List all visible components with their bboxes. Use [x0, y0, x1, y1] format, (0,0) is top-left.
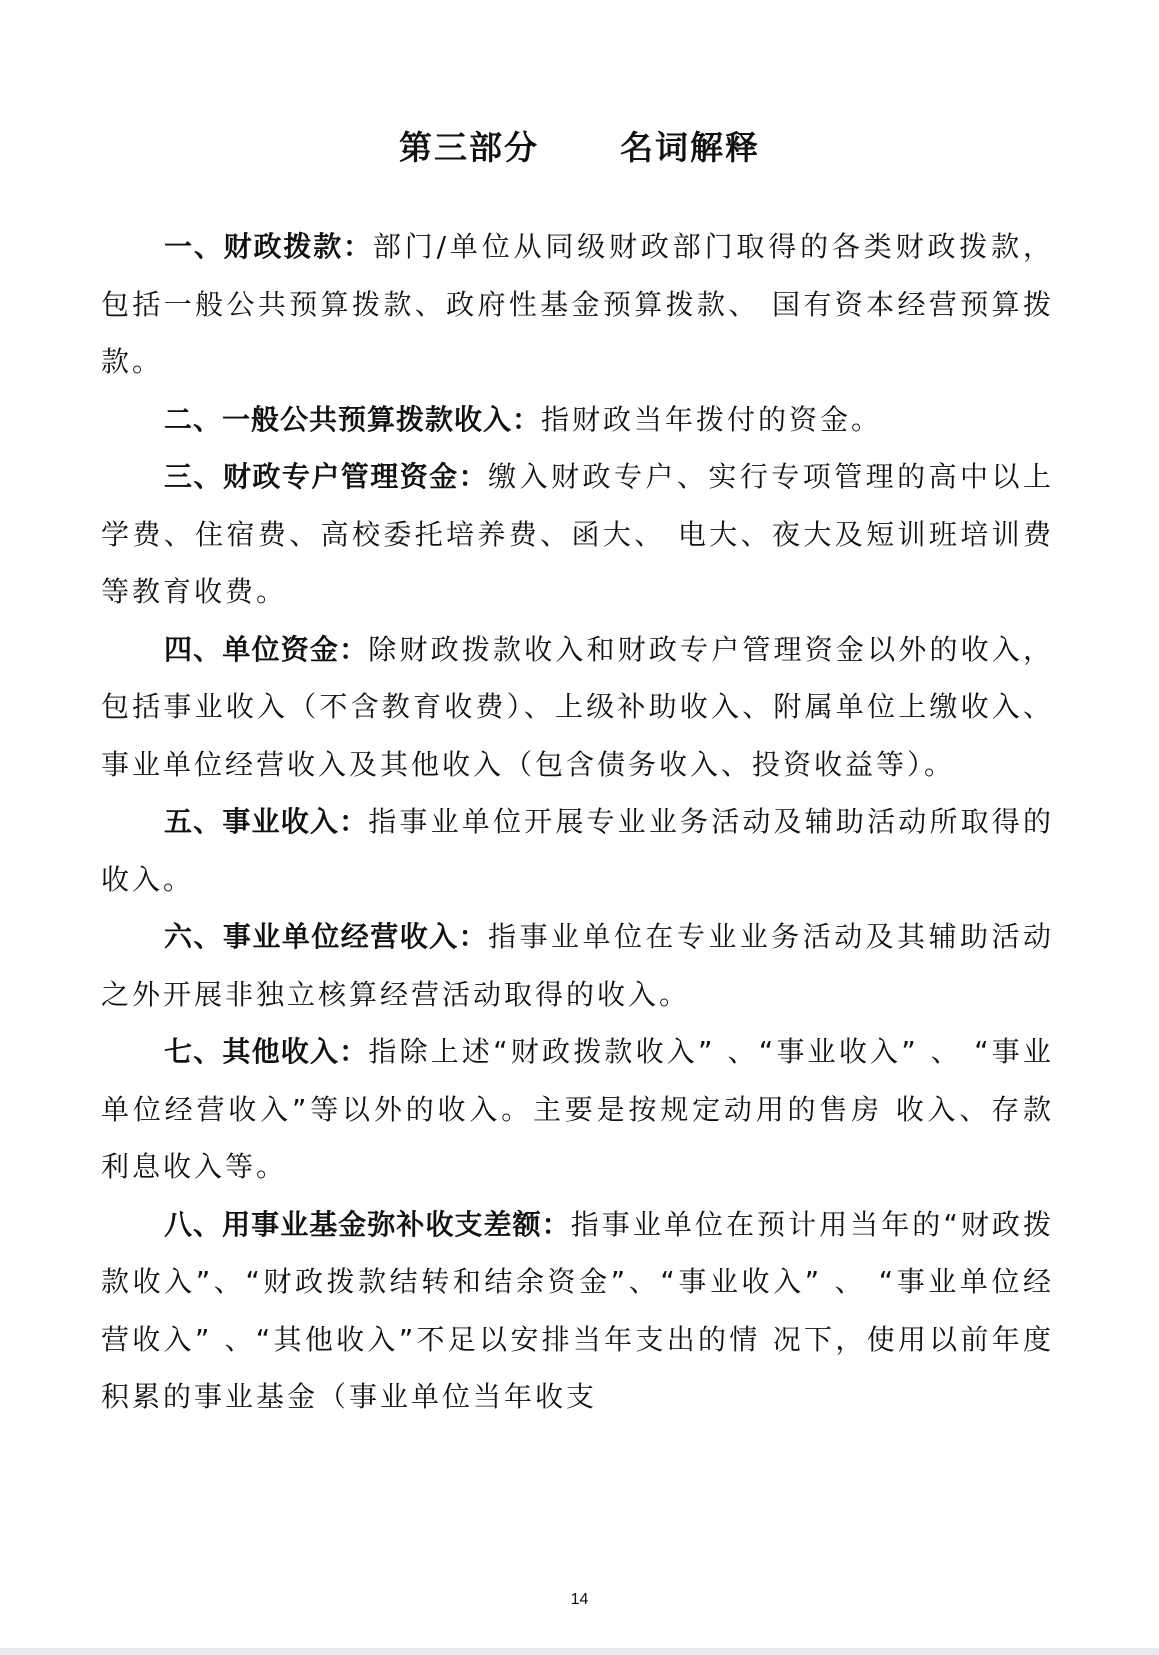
term-definition: 指除上述“财政拨款收入” 、“事业收入” 、 “事业单位经营收入”等以外的收入。主要是按规定动用的售房 收入、存款利息收入等。 — [101, 1035, 1054, 1183]
term-definition: 指事业单位开展专业业务活动及辅助活动所取得的收入。 — [101, 805, 1054, 896]
term-heading: 四、单位资金： — [164, 632, 369, 666]
paragraph-fiscal-appropriation — [101, 218, 1054, 391]
term-definition: 指事业单位在专业业务活动及其辅助活动之外开展非独立核算经营活动取得的收入。 — [101, 920, 1054, 1011]
term-heading: 六、事业单位经营收入： — [164, 920, 489, 953]
paragraph-operating-income — [101, 908, 1054, 1023]
document-body — [101, 218, 1054, 1426]
term-heading: 二、一般公共预算拨款收入： — [164, 402, 542, 436]
paragraph-general-budget-income — [101, 391, 1054, 449]
page-number: 14 — [570, 1591, 589, 1608]
paragraph-unit-funds — [101, 621, 1054, 794]
paragraph-other-income — [101, 1023, 1054, 1196]
page-title: 第三部分 名词解释 — [399, 128, 760, 167]
term-heading: 七、其他收入： — [164, 1035, 369, 1068]
term-definition: 部门/单位从同级财政部门取得的各类财政拨款，包括一般公共预算拨款、政府性基金预算拨款、 国有资本经营预算拨款。 — [101, 230, 1054, 378]
term-definition: 指财政当年拨付的资金。 — [541, 402, 883, 436]
paragraph-special-account-funds — [101, 448, 1054, 621]
term-heading: 三、财政专户管理资金： — [164, 460, 489, 493]
term-definition: 指事业单位在预计用当年的“财政拨款收入”、“财政拨款结转和结余资金”、“事业收入” 、 “事业单位经营收入” 、“其他收入”不足以安排当年支出的情 况下，使用以前年度积累的事业基金（事业单位当年收支 — [101, 1207, 1054, 1413]
term-definition: 缴入财政专户、实行专项管理的高中以上学费、住宿费、高校委托培养费、函大、 电大、夜大及短训班培训费等教育收费。 — [101, 460, 1054, 608]
term-definition: 除财政拨款收入和财政专户管理资金以外的收入，包括事业收入（不含教育收费）、上级补助收入、附属单位上缴收入、事业单位经营收入及其他收入（包含债务收入、投资收益等）。 — [101, 632, 1054, 781]
paragraph-business-fund-offset — [101, 1196, 1054, 1426]
term-heading: 五、事业收入： — [164, 805, 369, 838]
paragraph-business-income — [101, 793, 1054, 908]
term-heading: 八、用事业基金弥补收支差额： — [164, 1207, 571, 1241]
term-heading: 一、财政拨款： — [164, 230, 373, 263]
viewer-bottom-edge — [0, 1648, 1159, 1655]
